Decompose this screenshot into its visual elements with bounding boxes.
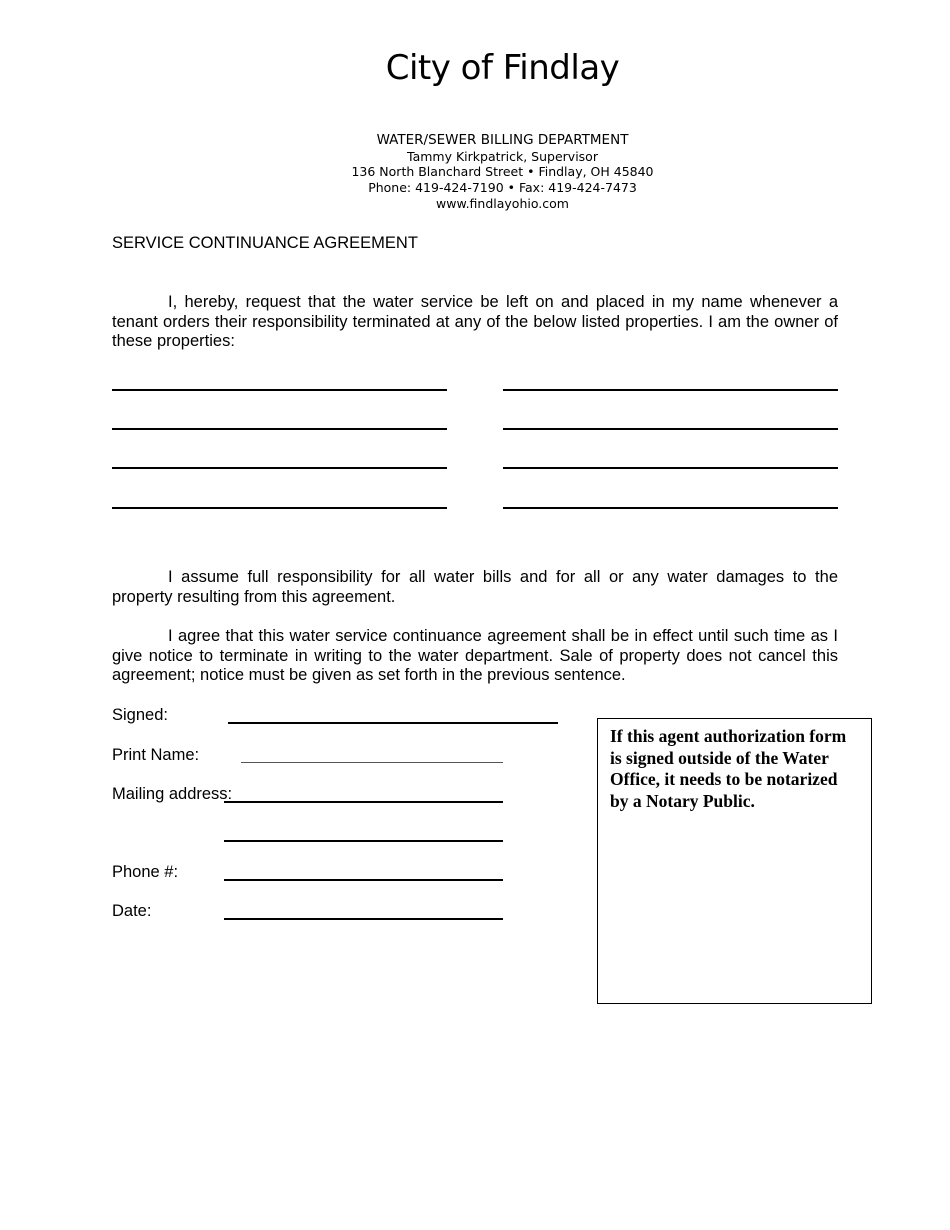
request-paragraph [112, 293, 838, 352]
phone-line[interactable] [224, 879, 503, 881]
mailing-address-line-2[interactable] [224, 840, 503, 842]
property-line-5[interactable] [112, 467, 447, 469]
property-line-8[interactable] [503, 507, 838, 509]
notary-notice: If this agent authorization form is signed outside of the Water Office, it needs to be notarized by a Notary Public. [610, 726, 847, 811]
notary-box [597, 718, 872, 1004]
print-name-line[interactable] [241, 762, 503, 763]
address-line: 136 North Blanchard Street • Findlay, OH 45840 [351, 164, 654, 179]
department-name: WATER/SEWER BILLING DEPARTMENT [376, 132, 629, 148]
supervisor-line: Tammy Kirkpatrick, Supervisor [407, 149, 598, 164]
property-line-1[interactable] [112, 389, 447, 391]
property-line-3[interactable] [112, 428, 447, 430]
termination-paragraph-text: I agree that this water service continuance agreement shall be in effect until such time as I give notice to terminate in writing to the water department. Sale of property does not cancel this agreement; notice must be given as set forth in the previous sentence. [112, 627, 838, 684]
termination-paragraph [112, 627, 838, 686]
print-name-label: Print Name: [112, 746, 200, 764]
city-title: City of Findlay [385, 48, 620, 88]
responsibility-paragraph-text: I assume full responsibility for all water bills and for all or any water damages to the property resulting from this agreement. [112, 568, 838, 606]
responsibility-paragraph [112, 568, 838, 607]
property-line-2[interactable] [503, 389, 838, 391]
signed-label: Signed: [112, 706, 168, 724]
property-line-4[interactable] [503, 428, 838, 430]
phone-label: Phone #: [112, 863, 179, 881]
phone-fax-line: Phone: 419-424-7190 • Fax: 419-424-7473 [368, 180, 637, 195]
property-line-7[interactable] [112, 507, 447, 509]
date-line[interactable] [224, 918, 503, 920]
mailing-address-line-1[interactable] [224, 801, 503, 803]
date-label: Date: [112, 902, 152, 920]
property-line-6[interactable] [503, 467, 838, 469]
mailing-address-label: Mailing address: [112, 785, 233, 803]
form-title: SERVICE CONTINUANCE AGREEMENT [112, 234, 418, 252]
signed-line[interactable] [228, 722, 558, 724]
website-line: www.findlayohio.com [436, 196, 569, 211]
request-paragraph-text: I, hereby, request that the water service be left on and placed in my name whenever a tenant orders their responsibility terminated at any of the below listed properties. I am the owner of these properties: [112, 293, 838, 350]
